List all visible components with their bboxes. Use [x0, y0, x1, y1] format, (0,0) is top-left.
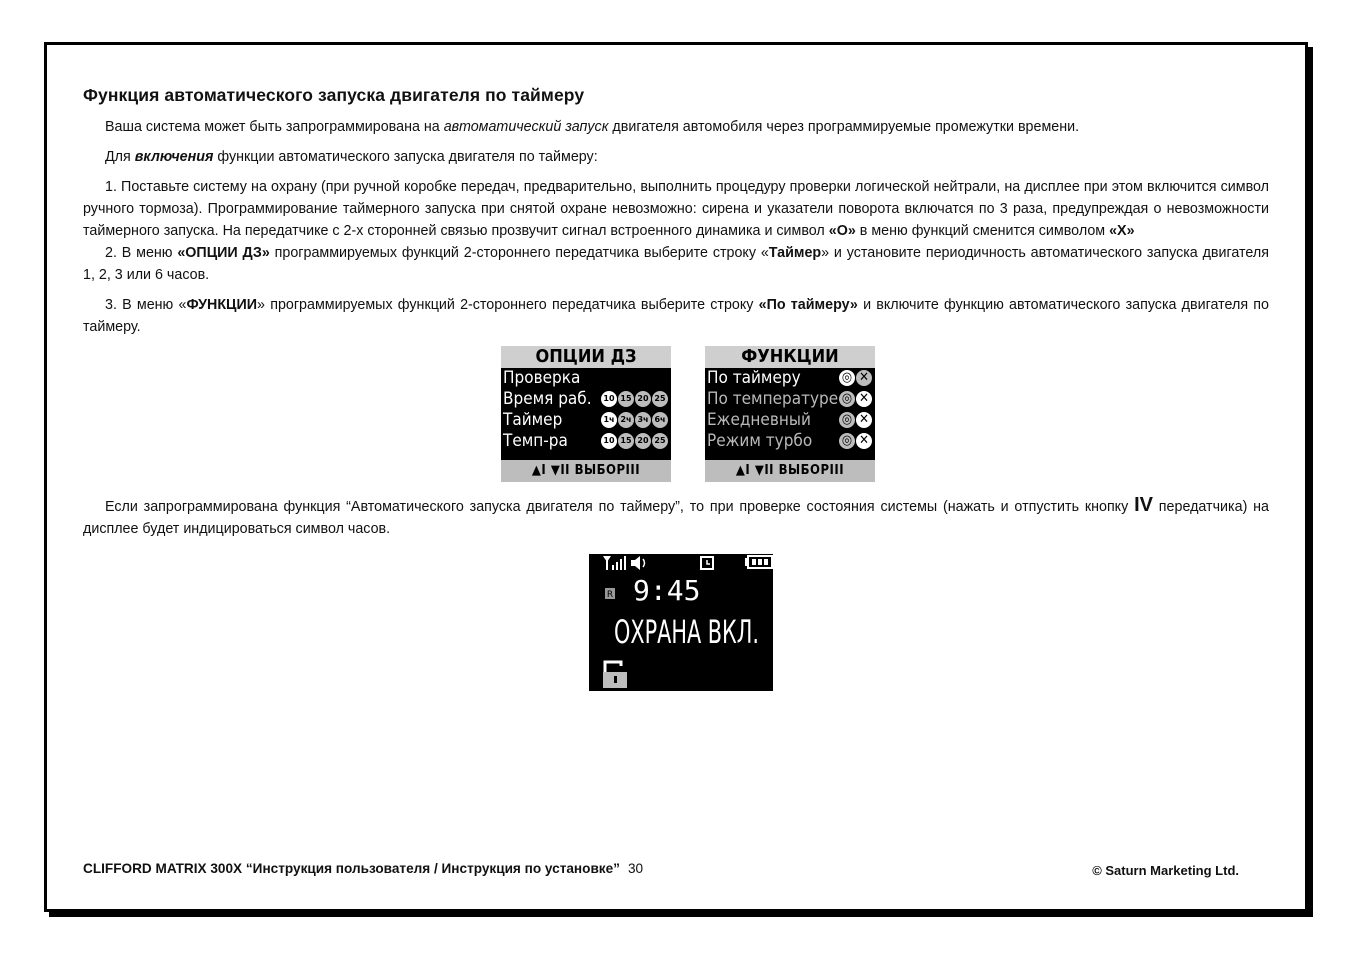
option-value-icon: 6ч	[652, 412, 668, 428]
copyright: © Saturn Marketing Ltd.	[1092, 863, 1239, 878]
status-note-paragraph: Если запрограммирована функция “Автоматического запуска двигателя по таймеру”, то при проверке состояния системы (нажать и отпустить кнопку IV передатчика) на дисплее будет индицироваться символ часов.	[83, 494, 1269, 537]
button-iv-label: IV	[1134, 494, 1153, 516]
option-values	[601, 433, 668, 450]
option-values	[601, 391, 668, 408]
off-toggle-icon: ✕	[856, 433, 872, 449]
lcd-options-row: Проверка	[503, 368, 581, 388]
lcd-functions-row: По таймеру ◎ ✕	[705, 368, 875, 389]
step-3: 3. В меню «ФУНКЦИИ» программируемых функций 2-стороннего передатчика выберите строку «По таймеру» и включите функцию автоматического запуска двигателя по таймеру.	[83, 297, 1269, 335]
display-status-text: ОХРАНА ВКЛ.	[614, 613, 759, 651]
lcd-options-row: Время раб. 10 15 20 25	[501, 389, 671, 410]
lcd-options-screen	[501, 346, 671, 482]
option-value-icon: 15	[618, 391, 634, 407]
option-value-icon: 10	[601, 391, 617, 407]
lcd-functions-row: По температуре ◎ ✕	[705, 389, 875, 410]
display-time: 9:45	[633, 574, 701, 607]
option-value-icon: 10	[601, 433, 617, 449]
mode-letter: R	[606, 590, 614, 600]
section-heading: Функция автоматического запуска двигателя по таймеру	[83, 85, 585, 105]
page-footer	[83, 861, 1239, 876]
page-number: 30	[627, 861, 644, 876]
enable-paragraph: Для включения функции автоматического запуска двигателя по таймеру:	[105, 149, 598, 165]
status-display	[589, 554, 773, 691]
mode-indicator-icon	[605, 588, 615, 600]
document-title: CLIFFORD MATRIX 300X “Инструкция пользователя / Инструкция по установке”	[83, 861, 620, 876]
intro-paragraph: Ваша система может быть запрограммирована на автоматический запуск двигателя автомобиля через программируемые промежутки времени.	[105, 119, 1080, 135]
option-value-icon: 20	[635, 433, 651, 449]
lcd-options-title: ОПЦИИ ДЗ	[501, 346, 671, 368]
off-toggle-icon: ✕	[856, 370, 872, 386]
option-value-icon: 20	[635, 391, 651, 407]
on-toggle-icon: ◎	[839, 412, 855, 428]
off-toggle-icon: ✕	[856, 412, 872, 428]
option-value-icon: 2ч	[618, 412, 634, 428]
lcd-options-row: Таймер 1ч 2ч 3ч 6ч	[501, 410, 671, 431]
lcd-options-row: Темп-ра 10 15 20 25	[501, 431, 671, 452]
lcd-illustrations	[83, 340, 1269, 488]
lcd-functions-screen	[705, 346, 875, 482]
page-content	[83, 85, 1269, 690]
step-2: 2. В меню «ОПЦИИ ДЗ» программируемых функций 2-стороннего передатчика выберите строку «Таймер» и установите периодичность автоматического запуска двигателя 1, 2, 3 или 6 часов.	[83, 245, 1269, 283]
lcd-functions-footer: ▲I ▼II ВЫБОРIII	[705, 460, 875, 482]
lcd-functions-title: ФУНКЦИИ	[705, 346, 875, 368]
option-value-icon: 25	[652, 433, 668, 449]
lcd-functions-row: Ежедневный ◎ ✕	[705, 410, 875, 431]
option-value-icon: 3ч	[635, 412, 651, 428]
status-display-wrapper	[83, 540, 1269, 690]
off-toggle-icon: ✕	[856, 391, 872, 407]
option-value-icon: 15	[618, 433, 634, 449]
step-1: 1. Поставьте систему на охрану (при ручной коробке передач, предварительно, выполнить процедуру проверки логической нейтрали, на дисплее при этом включится символ ручного тормоза). Программирование таймерного запуска при снятой охране невозможно: сирена и указатели поворота включатся по 3 раза, предупреждая о невозможности таймерного запуска. На передатчике с 2-х сторонней связью прозвучит сигнал встроенного динамика и символ «О» в меню функций сменится символом «Х»	[83, 179, 1269, 239]
on-toggle-icon: ◎	[839, 370, 855, 386]
option-value-icon: 1ч	[601, 412, 617, 428]
page-frame	[44, 42, 1308, 912]
lcd-functions-row: Режим турбо ◎ ✕	[705, 431, 875, 452]
on-toggle-icon: ◎	[839, 433, 855, 449]
lcd-options-footer: ▲I ▼II ВЫБОРIII	[501, 460, 671, 482]
option-values	[601, 412, 668, 429]
on-toggle-icon: ◎	[839, 391, 855, 407]
option-value-icon: 25	[652, 391, 668, 407]
